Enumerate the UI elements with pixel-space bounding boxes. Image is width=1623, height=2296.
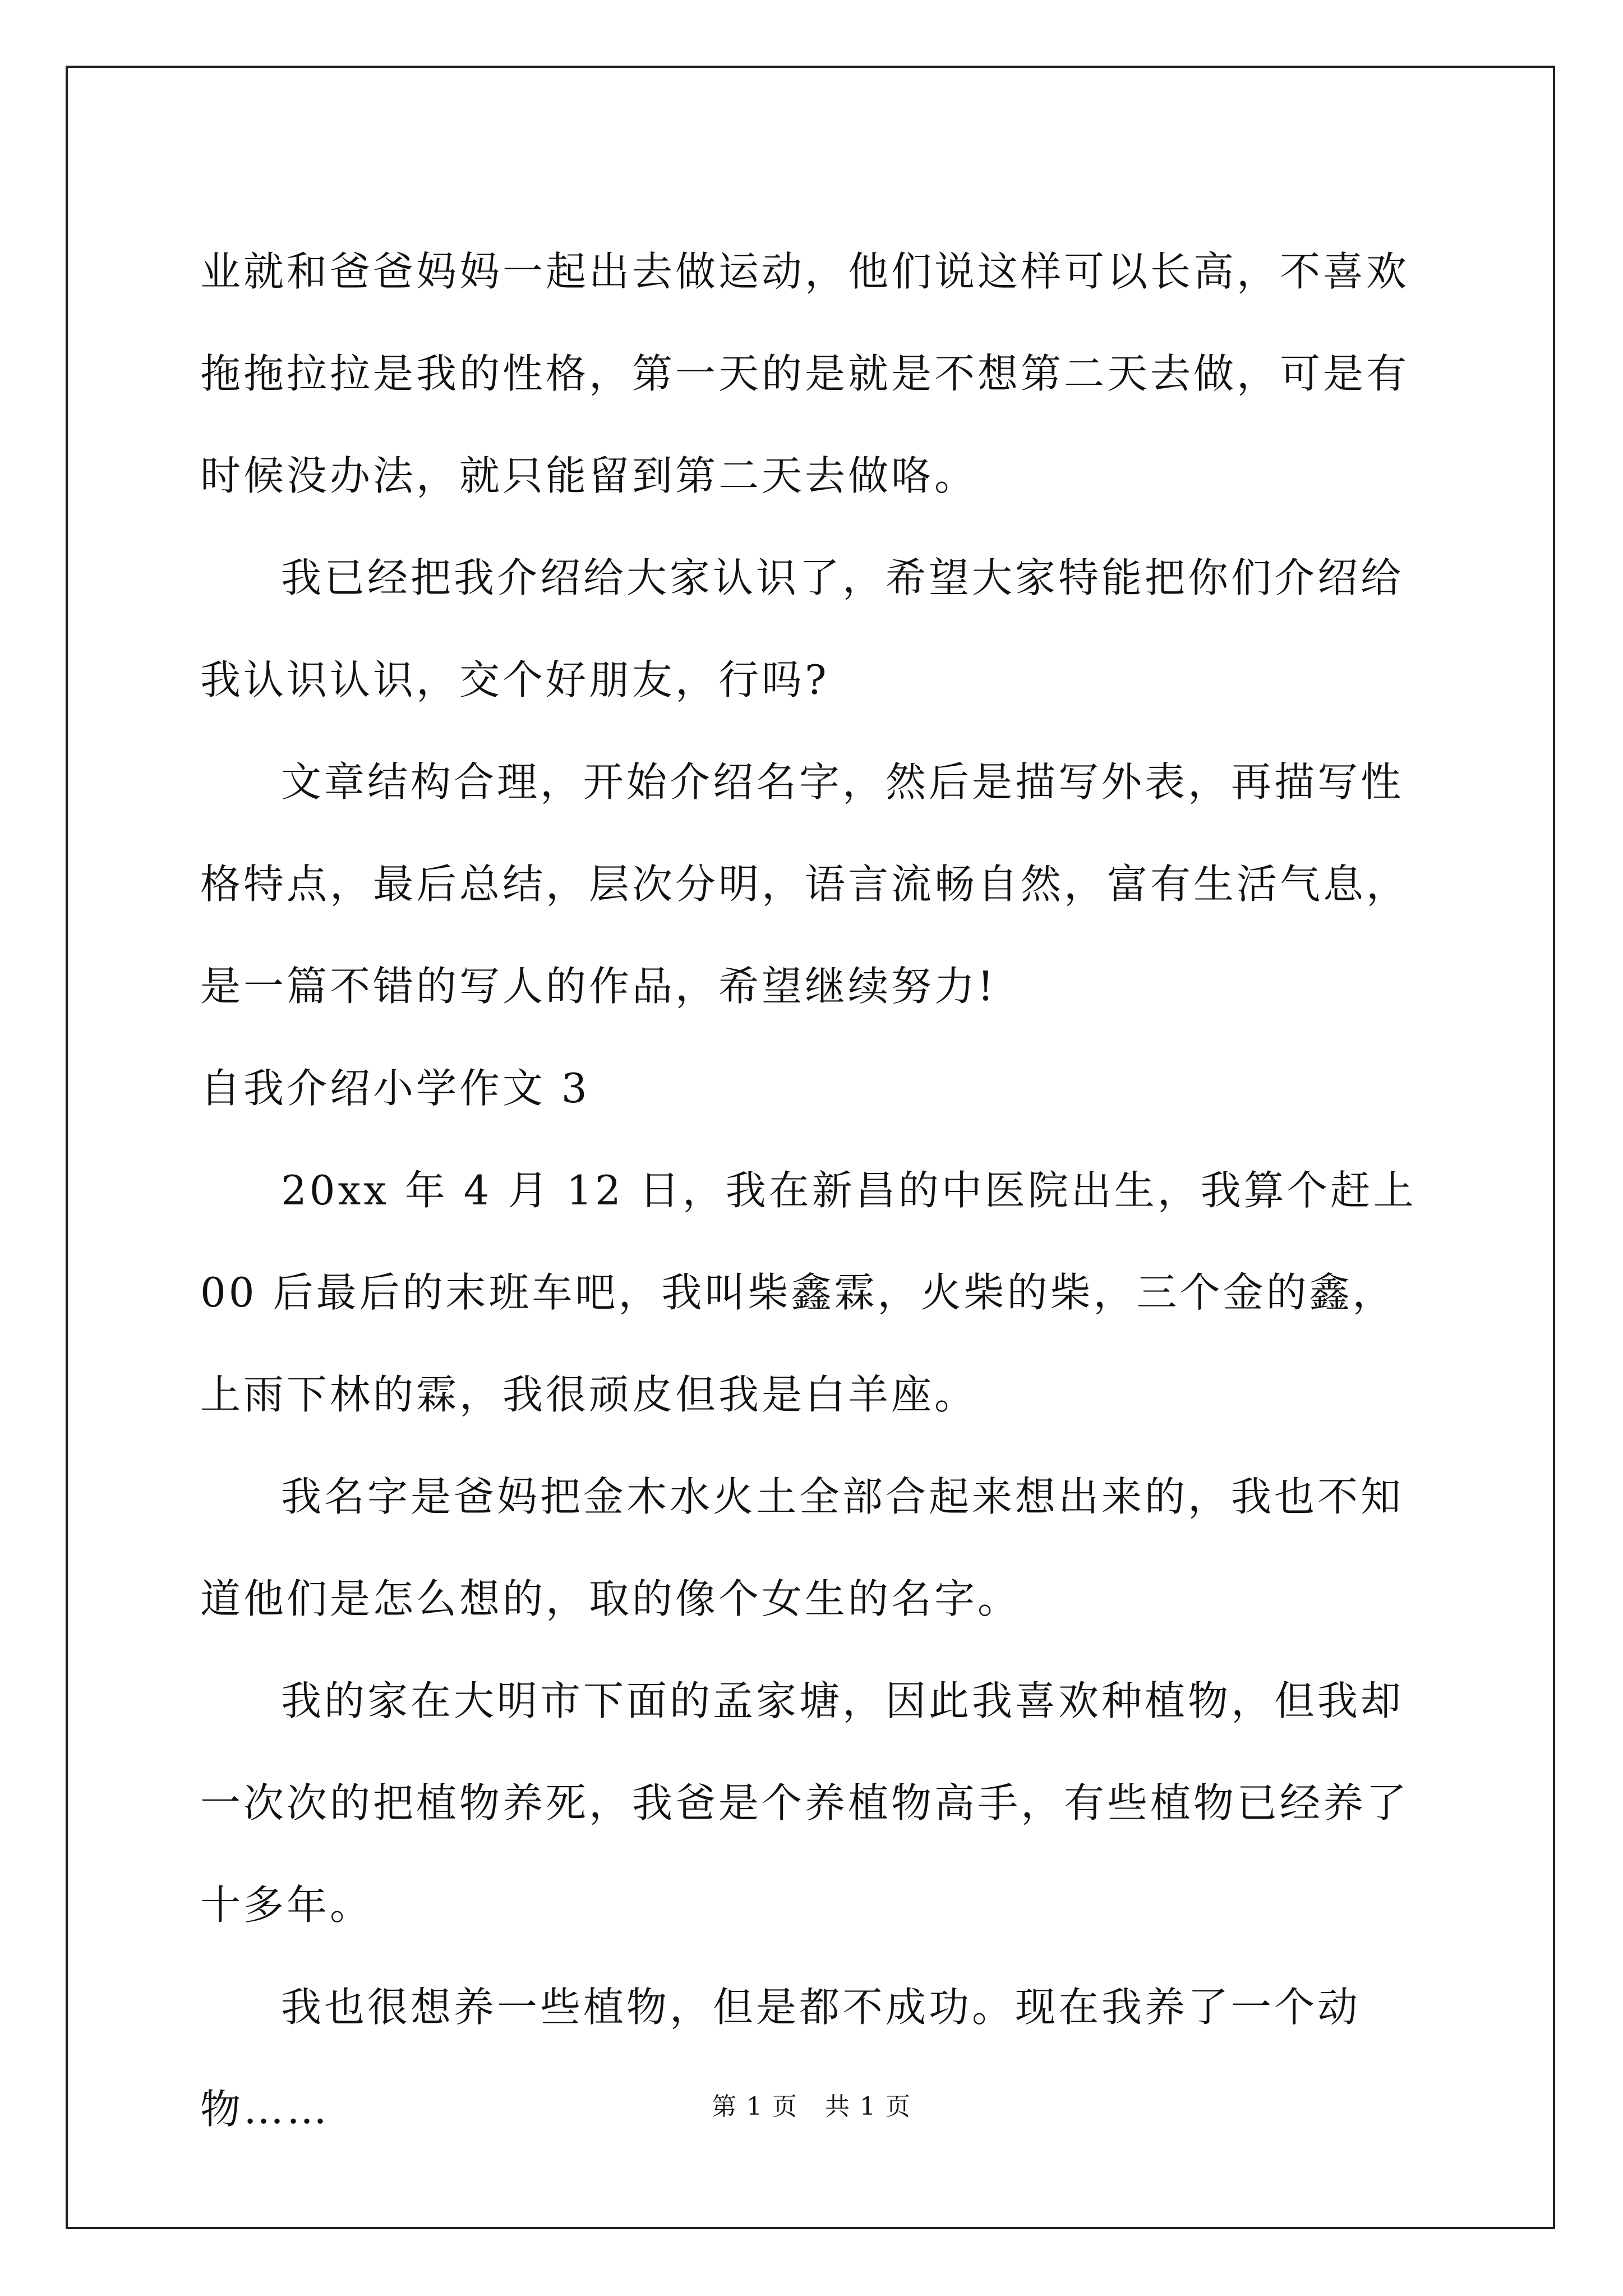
document-body (200, 220, 1434, 2160)
paragraph: 我已经把我介绍给大家认识了，希望大家特能把你们介绍给我认识认识，交个好朋友，行吗? (200, 554, 1404, 703)
paragraph: 业就和爸爸妈妈一起出去做运动，他们说这样可以长高，不喜欢拖拖拉拉是我的性格，第一天的是就是不想第二天去做，可是有时候没办法，就只能留到第二天去做咯。 (200, 248, 1410, 499)
paragraph: 我名字是爸妈把金木水火土全部合起来想出来的，我也不知道他们是怎么想的，取的像个女生的名字。 (200, 1473, 1404, 1622)
page-total: 共 1 页 (825, 2092, 911, 2121)
paragraph: 我的家在大明市下面的孟家塘，因此我喜欢种植物，但我却一次次的把植物养死，我爸是个养植物高手，有些植物已经养了十多年。 (200, 1677, 1410, 1929)
paragraph: 文章结构合理，开始介绍名字，然后是描写外表，再描写性格特点，最后总结，层次分明，语言流畅自然，富有生活气息，是一篇不错的写人的作品，希望继续努力! (200, 758, 1410, 1010)
paragraph: 我也很想养一些植物，但是都不成功。现在我养了一个动物…… (200, 1984, 1361, 2133)
section-heading: 自我介绍小学作文 3 (200, 1065, 590, 1112)
page-number: 第 1 页 (712, 2092, 798, 2121)
paragraph: 20xx 年 4 月 12 日，我在新昌的中医院出生，我算个赶上 00 后最后的末班车吧，我叫柴鑫霖，火柴的柴，三个金的鑫，上雨下林的霖，我很顽皮但我是白羊座。 (200, 1167, 1417, 1418)
page-footer (0, 2090, 1623, 2124)
